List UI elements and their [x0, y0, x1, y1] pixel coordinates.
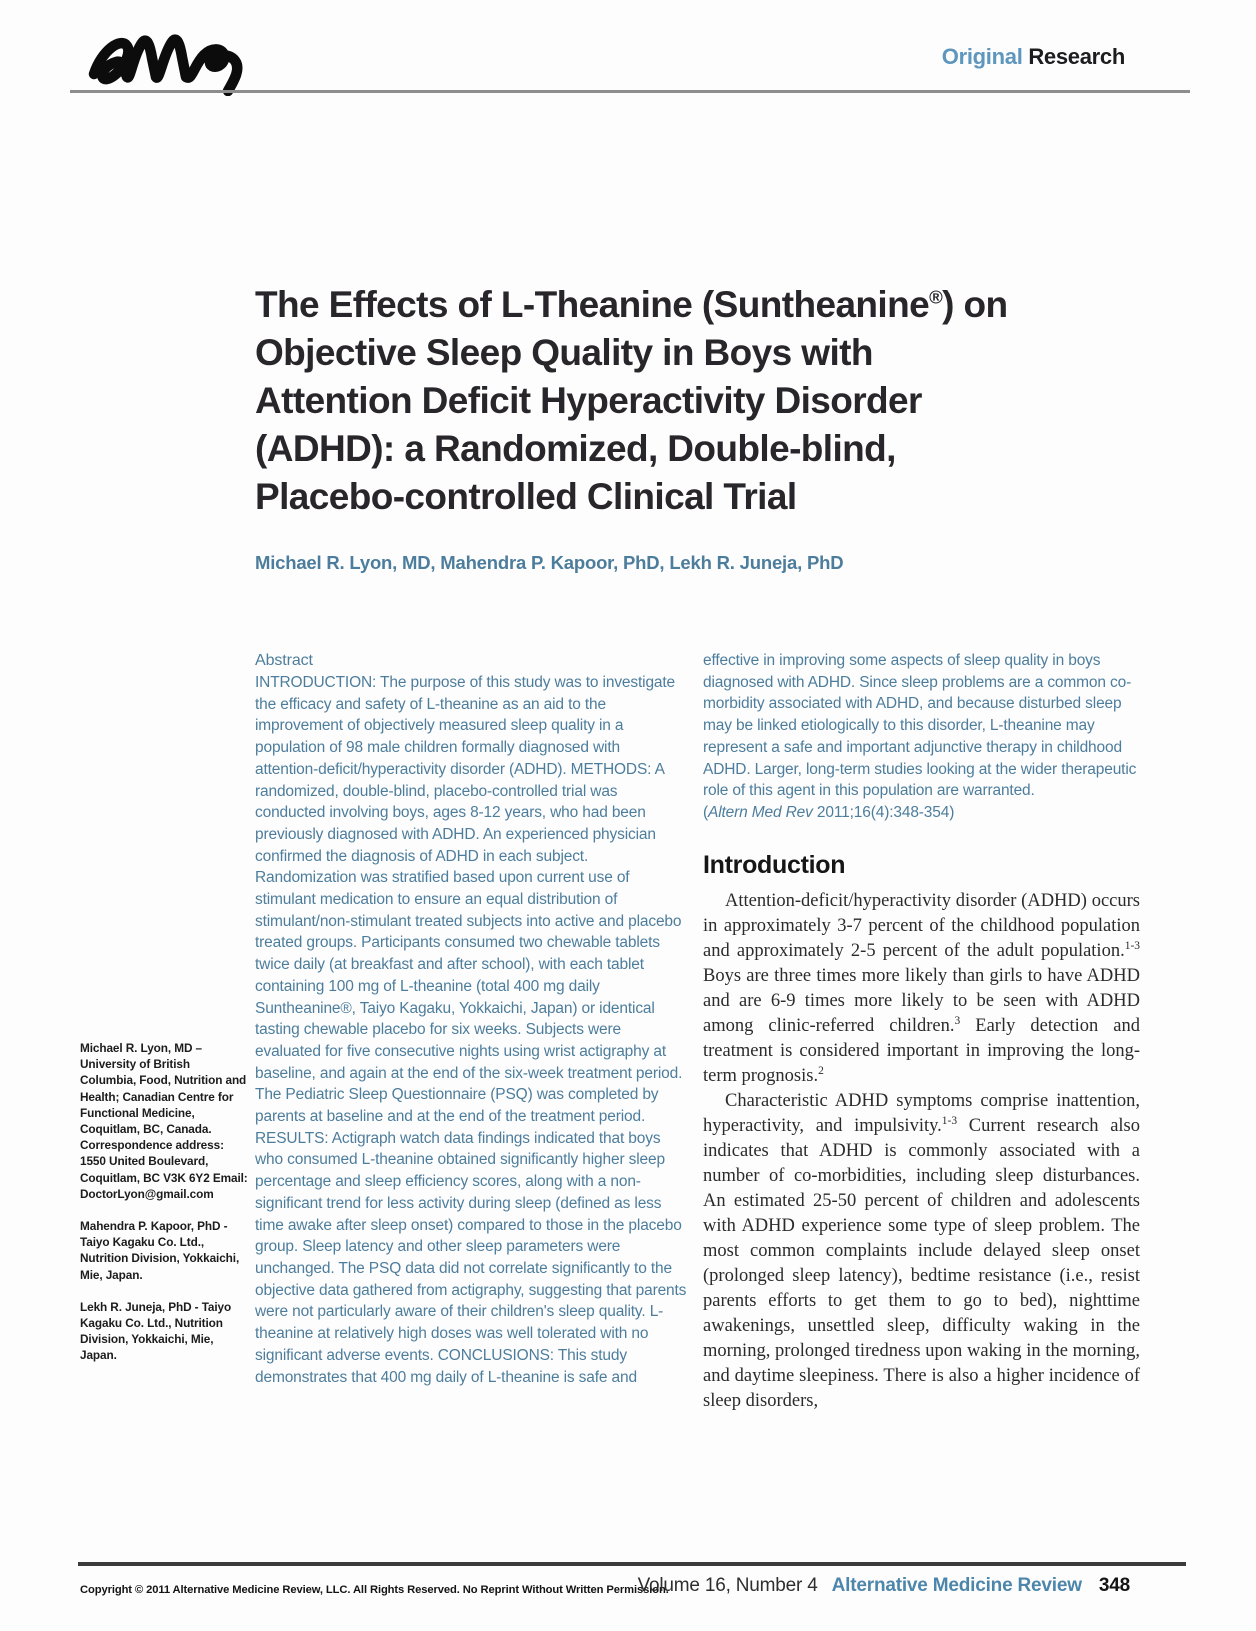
affiliation-kapoor: Mahendra P. Kapoor, PhD - Taiyo Kagaku Co. Ltd., Nutrition Division, Yokkaichi, Mie, Japan.	[80, 1219, 240, 1282]
page-number: 348	[1098, 1575, 1130, 1596]
category-research: Research	[1028, 44, 1125, 69]
affiliation-lyon: Michael R. Lyon, MD – University of British Columbia, Food, Nutrition and Health; Canadian Centre for Functional Medicine, Coquitlam, BC, Canada. Correspondence address: 1550 United Boulevard, Coquitlam, BC V3K 6Y2 Email: DoctorLyon@gmail.com	[80, 1041, 248, 1201]
abstract-text-col1: INTRODUCTION: The purpose of this study was to investigate the efficacy and safety of L-theanine as an aid to the improvement of objectively measured sleep quality in a population of 98 male children formally diagnosed with attention-deficit/hyperactivity disorder (ADHD). METHODS: A randomized, double-blind, placebo-controlled trial was conducted involving boys, ages 8-12 years, who had been previously diagnosed with ADHD. An experienced physician confirmed the diagnosis of ADHD in each subject. Randomization was stratified based upon current use of stimulant medication to ensure an equal distribution of stimulant/non-stimulant treated subjects into active and placebo treated groups. Participants consumed two chewable tablets twice daily (at breakfast and after school), with each tablet containing 100 mg of L-theanine (total 400 mg daily Suntheanine®, Taiyo Kagaku, Yokkaichi, Japan) or identical tasting chewable placebo for six weeks. Subjects were evaluated for five consecutive nights using wrist actigraphy at baseline, and again at the end of the six-week treatment period. The Pediatric Sleep Questionnaire (PSQ) was completed by parents at baseline and at the end of the treatment period. RESULTS: Actigraph watch data findings indicated that boys who consumed L-theanine obtained significantly higher sleep percentage and sleep efficiency scores, along with a non-significant trend for less activity during sleep (defined as less time awake after sleep onset) compared to those in the placebo group. Sleep latency and other sleep parameters were unchanged. The PSQ data did not correlate significantly to the objective data gathered from actigraphy, suggesting that parents were not particularly aware of their children's sleep quality. L-theanine at relatively high doses was well tolerated with no significant adverse events. CONCLUSIONS: This study demonstrates that 400 mg daily of L-theanine is safe and	[255, 674, 687, 1386]
title-line: The Effects of L-Theanine (Suntheanine®) on	[255, 284, 1008, 325]
journal-name: Alternative Medicine Review	[831, 1575, 1082, 1596]
category-original: Original	[941, 44, 1023, 69]
introduction-paragraph: Attention-deficit/hyperactivity disorder (ADHD) occurs in approximately 3-7 percent of the childhood population and approximately 2-5 percent of the adult population.$^{1-3}$ Boys are three times more likely than girls to have ADHD and are 6-9 times more likely to be seen with ADHD among clinic-referred children.$^3$ Early detection and treatment is considered important in improving the long-term prognosis.$^2$	[703, 890, 1140, 1086]
journal-citation: (Altern Med Rev 2011;16(4):348-354)	[703, 803, 955, 821]
footer-issue-info	[638, 1575, 1130, 1597]
abstract-heading: Abstract	[255, 652, 313, 669]
amr-logo-icon	[80, 22, 275, 96]
header-divider	[70, 90, 1190, 93]
main-column	[703, 650, 1140, 1414]
introduction-paragraph: Characteristic ADHD symptoms comprise inattention, hyperactivity, and impulsivity.$^{1-3}$ Current research also indicates that ADHD is commonly associated with a number of co-morbidities, including sleep disturbances. An estimated 25-50 percent of children and adolescents with ADHD experience some type of sleep problem. The most common complaints include delayed sleep onset (prolonged sleep latency), bedtime resistance (i.e., resist parents efforts to get them to go to bed), nighttime awakenings, unsettled sleep, difficulty waking in the morning, prolonged tiredness upon waking in the morning, and daytime sleepiness. There is also a higher incidence of sleep disorders,	[703, 1090, 1140, 1411]
volume-number: Volume 16, Number 4	[637, 1575, 818, 1596]
affiliation-juneja: Lekh R. Juneja, PhD - Taiyo Kagaku Co. Ltd., Nutrition Division, Yokkaichi, Mie, Japan.	[80, 1299, 232, 1363]
title-line: Placebo-controlled Clinical Trial	[255, 476, 797, 517]
article-category	[942, 44, 1125, 70]
footer-divider	[78, 1562, 1186, 1566]
copyright-notice: Copyright © 2011 Alternative Medicine Review, LLC. All Rights Reserved. No Reprint Without Written Permission.	[80, 1584, 669, 1596]
title-line: Objective Sleep Quality in Boys with	[255, 332, 873, 373]
introduction-heading: Introduction	[703, 850, 846, 879]
abstract-column	[255, 650, 687, 1388]
author-affiliations	[80, 1040, 248, 1380]
abstract-text-col2: effective in improving some aspects of sleep quality in boys diagnosed with ADHD. Since sleep problems are a common co-morbidity associated with ADHD, and because disturbed sleep may be linked etiologically to this disorder, L-theanine may represent a safe and important adjunctive therapy in childhood ADHD. Larger, long-term studies looking at the wider therapeutic role of this agent in this population are warranted.	[703, 652, 1137, 800]
article-title	[255, 281, 1135, 521]
title-line: Attention Deficit Hyperactivity Disorder	[255, 380, 922, 421]
title-line: (ADHD): a Randomized, Double-blind,	[255, 428, 896, 469]
author-byline: Michael R. Lyon, MD, Mahendra P. Kapoor, PhD, Lekh R. Juneja, PhD	[255, 552, 844, 573]
